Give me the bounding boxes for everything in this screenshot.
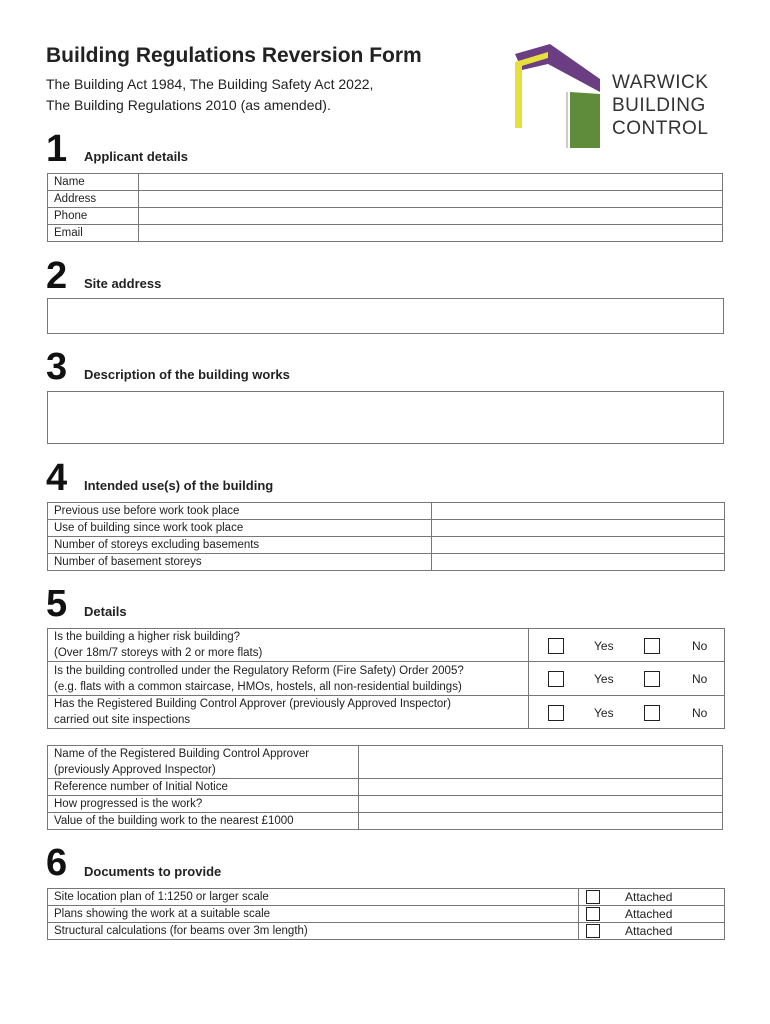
form-title: Building Regulations Reversion Form bbox=[46, 44, 422, 67]
q3-yes-label: Yes bbox=[594, 706, 614, 720]
section-number-1: 1 bbox=[46, 128, 68, 170]
rbca-label-progress: How progressed is the work? bbox=[48, 796, 359, 813]
question-fire-safety: Is the building controlled under the Regulatory Reform (Fire Safety) Order 2005? (e.g. flats with a common staircase, HMOs, hostels, all non-residential buildings) bbox=[48, 662, 529, 696]
rbca-table bbox=[47, 745, 723, 830]
applicant-phone-field[interactable] bbox=[139, 208, 723, 225]
rbca-reference-field[interactable] bbox=[359, 779, 723, 796]
section-number-4: 4 bbox=[46, 457, 68, 499]
applicant-details-table bbox=[47, 173, 723, 242]
logo-text-warwick: WARWICK bbox=[612, 72, 709, 93]
applicant-label-name: Name bbox=[48, 174, 139, 191]
use-since-field[interactable] bbox=[432, 520, 725, 537]
site-address-field[interactable] bbox=[47, 298, 724, 334]
rbca-label-name: Name of the Registered Building Control Approver (previously Approved Inspector) bbox=[48, 746, 359, 779]
q3-yes-checkbox[interactable] bbox=[548, 705, 564, 721]
q2-yes-label: Yes bbox=[594, 672, 614, 686]
documents-table bbox=[47, 888, 725, 940]
q2-no-label: No bbox=[692, 672, 708, 686]
q2-yes-checkbox[interactable] bbox=[548, 671, 564, 687]
subtitle-line-2: The Building Regulations 2010 (as amended). bbox=[46, 97, 331, 113]
applicant-address-field[interactable] bbox=[139, 191, 723, 208]
rbca-label-reference: Reference number of Initial Notice bbox=[48, 779, 359, 796]
rbca-progress-field[interactable] bbox=[359, 796, 723, 813]
q3-no-label: No bbox=[692, 706, 708, 720]
use-label-previous: Previous use before work took place bbox=[48, 503, 432, 520]
section-heading-2: Site address bbox=[84, 276, 162, 291]
details-questions-table bbox=[47, 628, 725, 729]
attached-label-1: Attached bbox=[625, 890, 673, 904]
q1-yes-label: Yes bbox=[594, 639, 614, 653]
section-number-2: 2 bbox=[46, 255, 68, 297]
use-previous-field[interactable] bbox=[432, 503, 725, 520]
rbca-label-value: Value of the building work to the nearest £1000 bbox=[48, 813, 359, 830]
use-label-since: Use of building since work took place bbox=[48, 520, 432, 537]
use-label-basements: Number of basement storeys bbox=[48, 554, 432, 571]
document-site-plan: Site location plan of 1:1250 or larger scale bbox=[48, 889, 579, 906]
applicant-label-email: Email bbox=[48, 225, 139, 242]
logo-text-control: CONTROL bbox=[612, 118, 709, 139]
building-works-description-field[interactable] bbox=[47, 391, 724, 444]
storeys-field[interactable] bbox=[432, 537, 725, 554]
question-site-inspections: Has the Registered Building Control Approver (previously Approved Inspector) carried out site inspections bbox=[48, 696, 529, 729]
use-label-storeys: Number of storeys excluding basements bbox=[48, 537, 432, 554]
q1-no-label: No bbox=[692, 639, 708, 653]
rbca-value-field[interactable] bbox=[359, 813, 723, 830]
section-heading-4: Intended use(s) of the building bbox=[84, 478, 274, 493]
rbca-name-field[interactable] bbox=[359, 746, 723, 779]
site-plan-attached-checkbox[interactable] bbox=[586, 890, 600, 904]
structural-attached-checkbox[interactable] bbox=[586, 924, 600, 938]
question-higher-risk: Is the building a higher risk building? (Over 18m/7 storeys with 2 or more flats) bbox=[48, 629, 529, 662]
subtitle-line-1: The Building Act 1984, The Building Safety Act 2022, bbox=[46, 76, 374, 92]
attached-label-2: Attached bbox=[625, 907, 673, 921]
q3-no-checkbox[interactable] bbox=[644, 705, 660, 721]
basements-field[interactable] bbox=[432, 554, 725, 571]
applicant-email-field[interactable] bbox=[139, 225, 723, 242]
q2-no-checkbox[interactable] bbox=[644, 671, 660, 687]
plans-attached-checkbox[interactable] bbox=[586, 907, 600, 921]
q1-no-checkbox[interactable] bbox=[644, 638, 660, 654]
applicant-label-phone: Phone bbox=[48, 208, 139, 225]
attached-label-3: Attached bbox=[625, 924, 673, 938]
document-structural-calcs: Structural calculations (for beams over 3m length) bbox=[48, 923, 579, 940]
section-heading-5: Details bbox=[84, 604, 127, 619]
document-plans: Plans showing the work at a suitable scale bbox=[48, 906, 579, 923]
applicant-name-field[interactable] bbox=[139, 174, 723, 191]
intended-use-table bbox=[47, 502, 725, 571]
q1-yes-checkbox[interactable] bbox=[548, 638, 564, 654]
logo-text-building: BUILDING bbox=[612, 95, 706, 116]
section-heading-6: Documents to provide bbox=[84, 864, 222, 879]
section-heading-3: Description of the building works bbox=[84, 367, 290, 382]
section-number-6: 6 bbox=[46, 842, 68, 884]
section-number-5: 5 bbox=[46, 583, 68, 625]
section-heading-1: Applicant details bbox=[84, 149, 189, 164]
applicant-label-address: Address bbox=[48, 191, 139, 208]
section-number-3: 3 bbox=[46, 346, 68, 388]
